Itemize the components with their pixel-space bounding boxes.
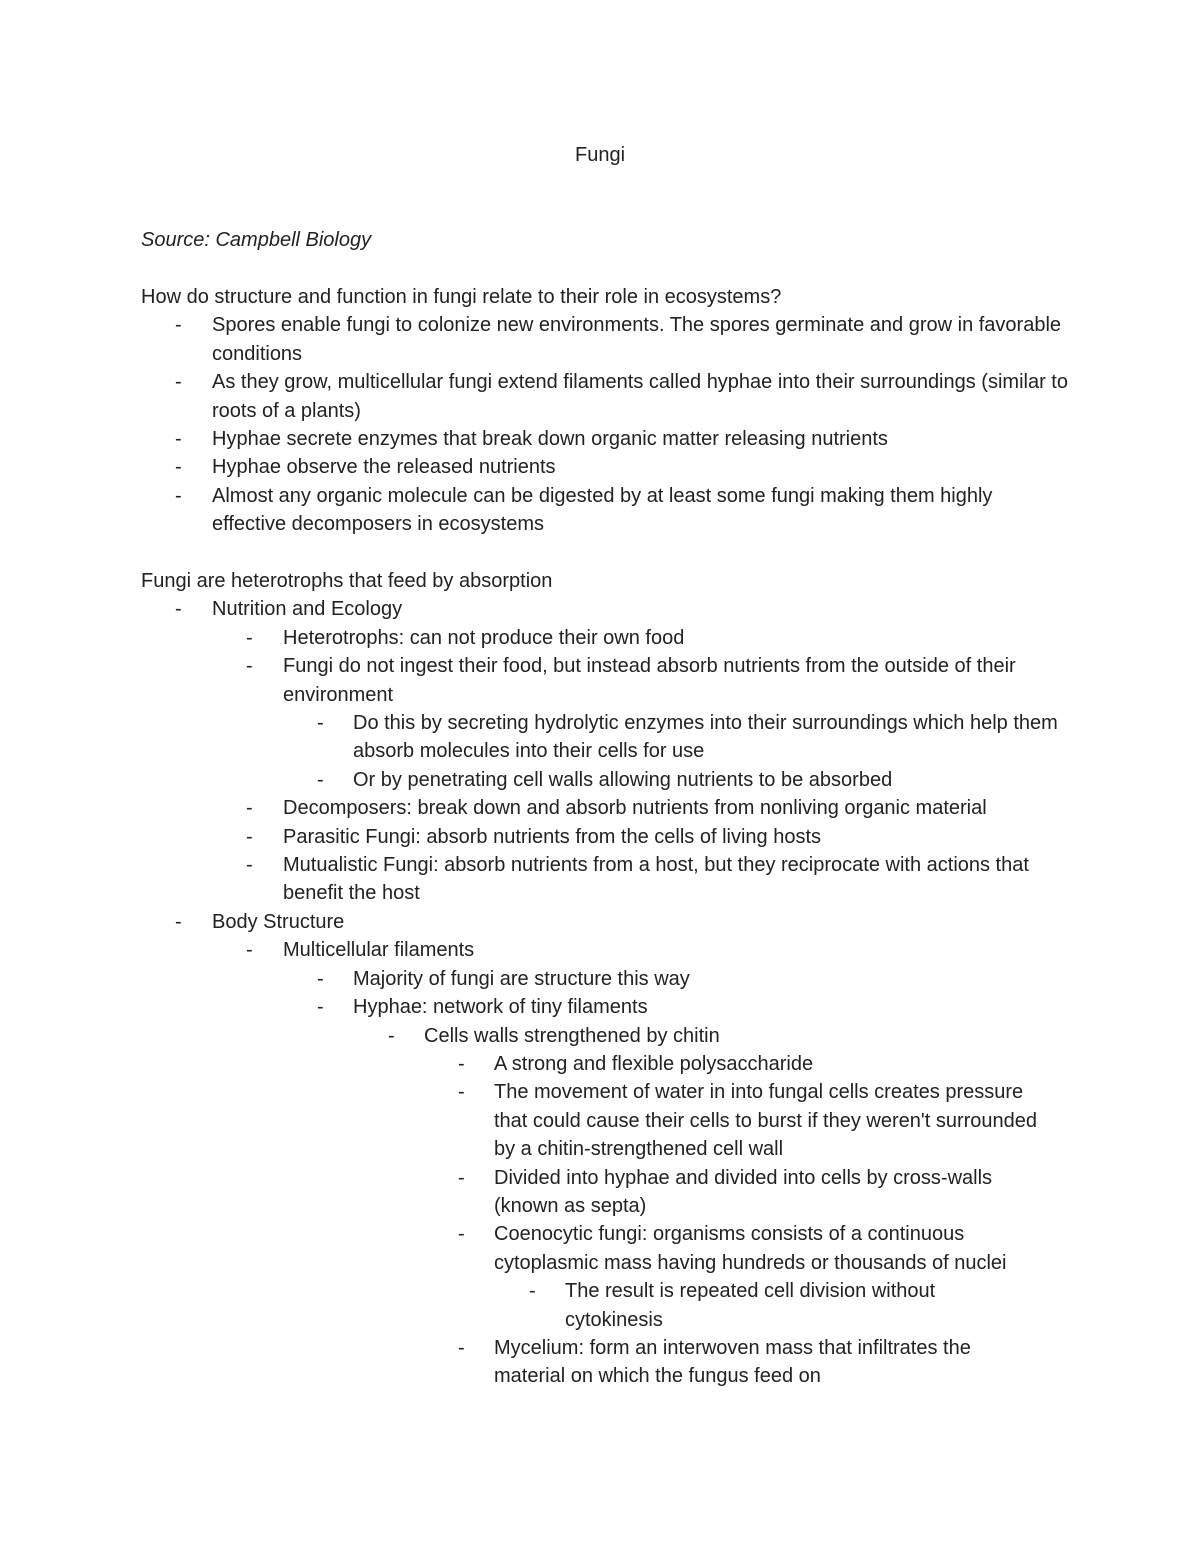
list-item: - Nutrition and Ecology	[141, 595, 1071, 623]
list-item: - Fungi do not ingest their food, but instead absorb nutrients from the outside of their environment	[141, 652, 1071, 709]
bullet-list	[141, 311, 1071, 538]
list-item: - Parasitic Fungi: absorb nutrients from the cells of living hosts	[141, 823, 1071, 851]
source-citation: Source: Campbell Biology	[141, 229, 372, 251]
bullet-list	[141, 595, 1071, 1390]
list-item: - Hyphae observe the released nutrients	[141, 453, 1071, 481]
list-item: - Mycelium: form an interwoven mass that infiltrates the material on which the fungus feed on	[141, 1334, 1019, 1391]
list-item: - The result is repeated cell division without cytokinesis	[141, 1277, 1025, 1334]
list-item: - The movement of water in into fungal cells creates pressure that could cause their cells to burst if they weren't surrounded by a chitin-strengthened cell wall	[141, 1078, 1059, 1163]
list-item: - Hyphae secrete enzymes that break down organic matter releasing nutrients	[141, 425, 1071, 453]
list-item: - Cells walls strengthened by chitin	[141, 1022, 1071, 1050]
document-title: Fungi	[574, 144, 626, 166]
list-item: - Almost any organic molecule can be digested by at least some fungi making them highly effective decomposers in ecosystems	[141, 482, 1071, 539]
section-ecosystem-role	[141, 283, 1071, 539]
list-item: - Heterotrophs: can not produce their own food	[141, 624, 1071, 652]
list-item: - Do this by secreting hydrolytic enzymes into their surroundings which help them absorb molecules into their cells for use	[141, 709, 1071, 766]
list-item: - A strong and flexible polysaccharide	[141, 1050, 1084, 1078]
list-item: - Hyphae: network of tiny filaments	[141, 993, 1071, 1021]
list-item: - Spores enable fungi to colonize new environments. The spores germinate and grow in favorable conditions	[141, 311, 1071, 368]
list-item: - Body Structure	[141, 908, 1071, 936]
list-item: - As they grow, multicellular fungi extend filaments called hyphae into their surroundings (similar to roots of a plants)	[141, 368, 1071, 425]
list-item: - Mutualistic Fungi: absorb nutrients from a host, but they reciprocate with actions that benefit the host	[141, 851, 1071, 908]
list-item: - Or by penetrating cell walls allowing nutrients to be absorbed	[141, 766, 1071, 794]
list-item: - Majority of fungi are structure this way	[141, 965, 1071, 993]
section-heading: Fungi are heterotrophs that feed by absorption	[141, 570, 553, 592]
section-heading: How do structure and function in fungi relate to their role in ecosystems?	[141, 286, 782, 308]
list-item: - Divided into hyphae and divided into cells by cross-walls (known as septa)	[141, 1164, 1039, 1221]
section-heterotrophs	[141, 567, 1071, 1391]
list-item: - Multicellular filaments	[141, 936, 1071, 964]
list-item: - Decomposers: break down and absorb nutrients from nonliving organic material	[141, 794, 1071, 822]
list-item: - Coenocytic fungi: organisms consists of a continuous cytoplasmic mass having hundreds or thousands of nuclei	[141, 1220, 1064, 1277]
